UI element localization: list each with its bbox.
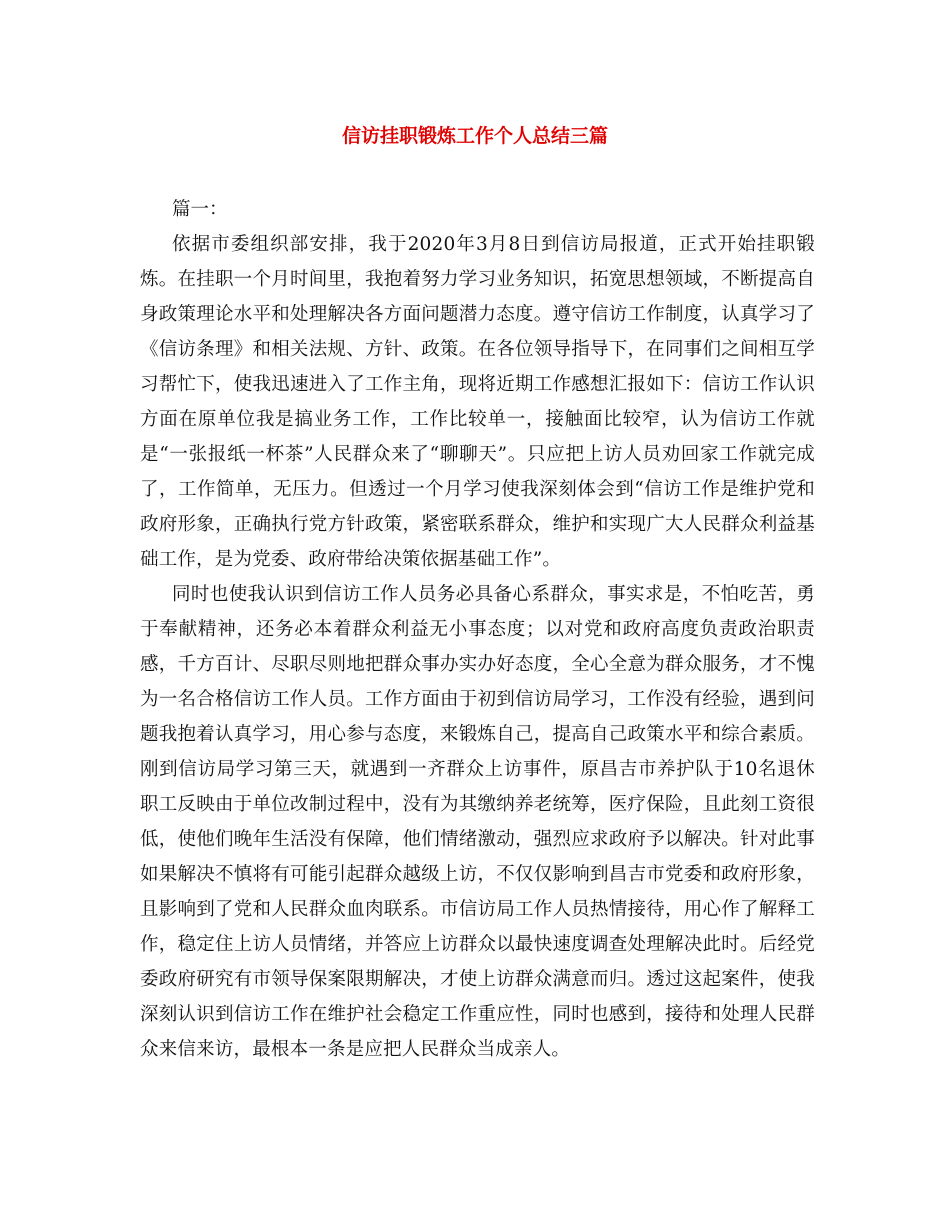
section-label: 篇一：	[172, 199, 228, 220]
paragraph-2: 同时也使我认识到信访工作人员务必具备心系群众，事实求是，不怕吃苦，勇于奉献精神，还务必本着群众利益无小事态度；以对党和政府高度负责政治职责感，千方百计、尽职尽则地把群众事办实办好态度，全心全意为群众服务，才不愧为一名合格信访工作人员。工作方面由于初到信访局学习，工作没有经验，遇到问题我抱着认真学习，用心参与态度，来锻炼自己，提高自己政策水平和综合素质。刚到信访局学习第三天，就遇到一齐群众上访事件，原昌吉市养护队于10名退休职工反映由于单位改制过程中，没有为其缴纳养老统筹，医疗保险，且此刻工资很低，使他们晚年生活没有保障，他们情绪激动，强烈应求政府予以解决。针对此事如果解决不慎将有可能引起群众越级上访，不仅仅影响到昌吉市党委和政府形象，且影响到了党和人民群众血肉联系。市信访局工作人员热情接待，用心作了解释工作，稳定住上访人员情绪，并答应上访群众以最快速度调查处理解决此时。后经党委政府研究有市领导保案限期解决，才使上访群众满意而归。透过这起案件，使我深刻认识到信访工作在维护社会稳定工作重应性，同时也感到，接待和处理人民群众来信来访，最根本一条是应把人民群众当成亲人。	[140, 584, 815, 1060]
paragraph-1: 依据市委组织部安排，我于2020年3月8日到信访局报道，正式开始挂职锻炼。在挂职一个月时间里，我抱着努力学习业务知识，拓宽思想领域，不断提高自身政策理论水平和处理解决各方面问题潜力态度。遵守信访工作制度，认真学习了《信访条理》和相关法规、方针、政策。在各位领导指导下，在同事们之间相互学习帮忙下，使我迅速进入了工作主角，现将近期工作感想汇报如下：信访工作认识方面在原单位我是搞业务工作，工作比较单一，接触面比较窄，认为信访工作就是“一张报纸一杯茶”人民群众来了“聊聊天”。只应把上访人员劝回家工作就完成了，工作简单，无压力。但透过一个月学习使我深刻体会到“信访工作是维护党和政府形象，正确执行党方针政策，紧密联系群众，维护和实现广大人民群众利益基础工作，是为党委、政府带给决策依据基础工作”。	[140, 234, 815, 570]
document-title: 信访挂职锻炼工作个人总结三篇	[341, 125, 608, 147]
document-body	[140, 192, 815, 1067]
